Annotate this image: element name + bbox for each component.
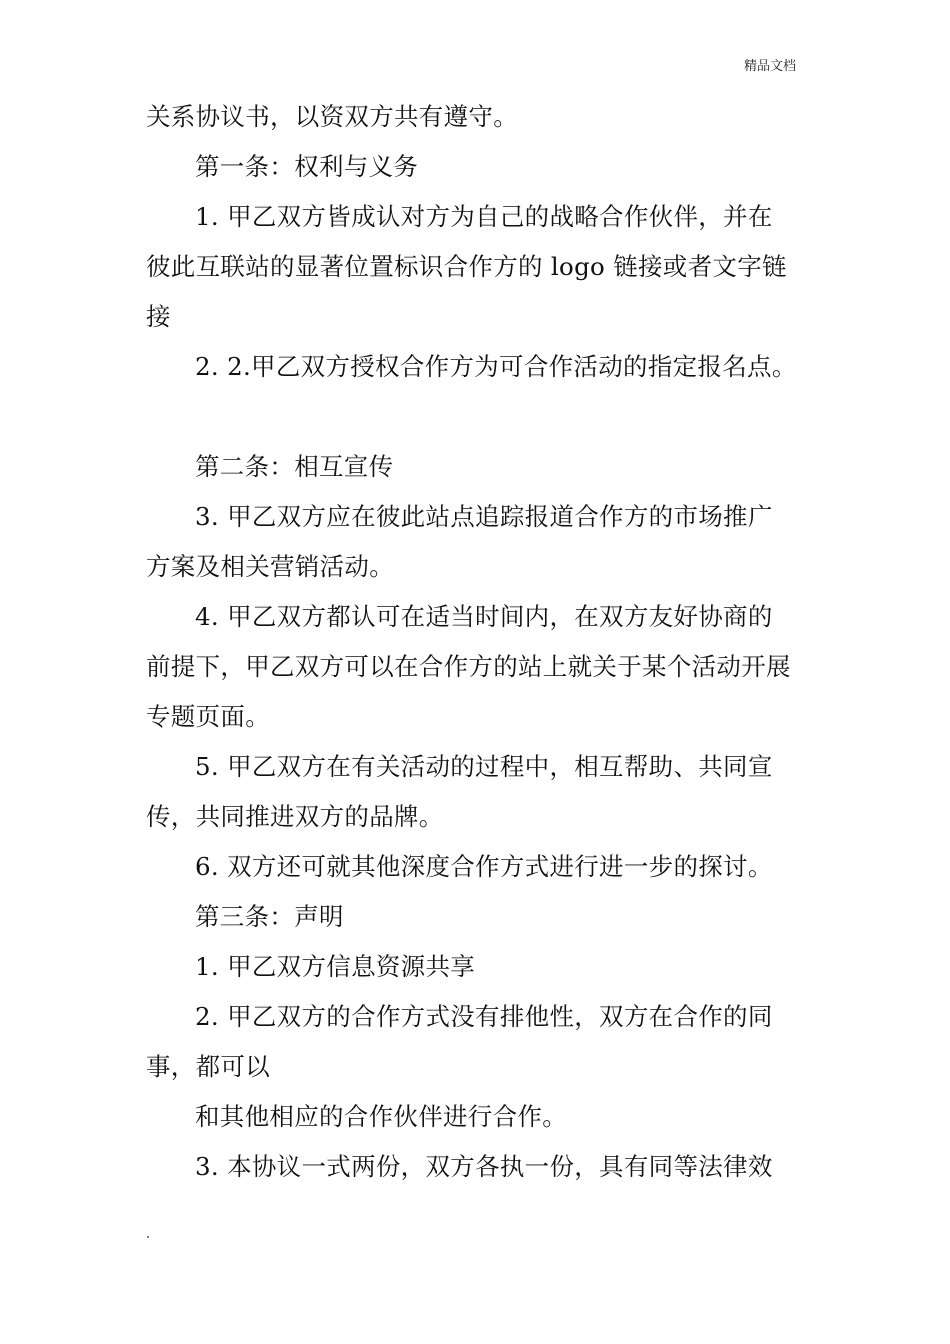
- document-body: [146, 92, 816, 1192]
- section-heading: 第一条：权利与义务: [195, 152, 419, 181]
- paragraph-line: 和其他相应的合作伙伴进行合作。: [195, 1102, 567, 1131]
- paragraph-line: 1. 甲乙双方信息资源共享: [195, 952, 476, 981]
- paragraph-line: 6. 双方还可就其他深度合作方式进行进一步的探讨。: [195, 852, 773, 881]
- paragraph-line: 2. 甲乙双方的合作方式没有排他性，双方在合作的同: [195, 1002, 773, 1031]
- paragraph-line: 接: [146, 302, 171, 331]
- paragraph-line: 4. 甲乙双方都认可在适当时间内，在双方友好协商的: [195, 602, 773, 631]
- paragraph-line: 2. 2.甲乙双方授权合作方为可合作活动的指定报名点。: [195, 352, 797, 381]
- section-heading: 第二条：相互宣传: [195, 452, 394, 481]
- paragraph-line: 关系协议书，以资双方共有遵守。: [146, 102, 518, 131]
- paragraph-line: 方案及相关营销活动。: [146, 552, 394, 581]
- paragraph-line: 5. 甲乙双方在有关活动的过程中，相互帮助、共同宣: [195, 752, 773, 781]
- paragraph-line: 前提下，甲乙双方可以在合作方的站上就关于某个活动开展: [146, 652, 791, 681]
- paragraph-line: 3. 本协议一式两份，双方各执一份，具有同等法律效: [195, 1152, 773, 1181]
- paragraph-line: 事，都可以: [146, 1052, 270, 1081]
- section-heading: 第三条：声明: [195, 902, 344, 931]
- paragraph-line: 3. 甲乙双方应在彼此站点追踪报道合作方的市场推广: [195, 502, 773, 531]
- footer-dot: [147, 1236, 149, 1238]
- paragraph-line: 专题页面。: [146, 702, 270, 731]
- blank-line: [146, 392, 816, 442]
- page-header-label: 精品文档: [744, 59, 797, 74]
- paragraph-line: 1. 甲乙双方皆成认对方为自己的战略合作伙伴，并在: [195, 202, 773, 231]
- paragraph-line: 彼此互联站的显著位置标识合作方的 logo 链接或者文字链: [146, 252, 787, 281]
- paragraph-line: 传，共同推进双方的品牌。: [146, 802, 444, 831]
